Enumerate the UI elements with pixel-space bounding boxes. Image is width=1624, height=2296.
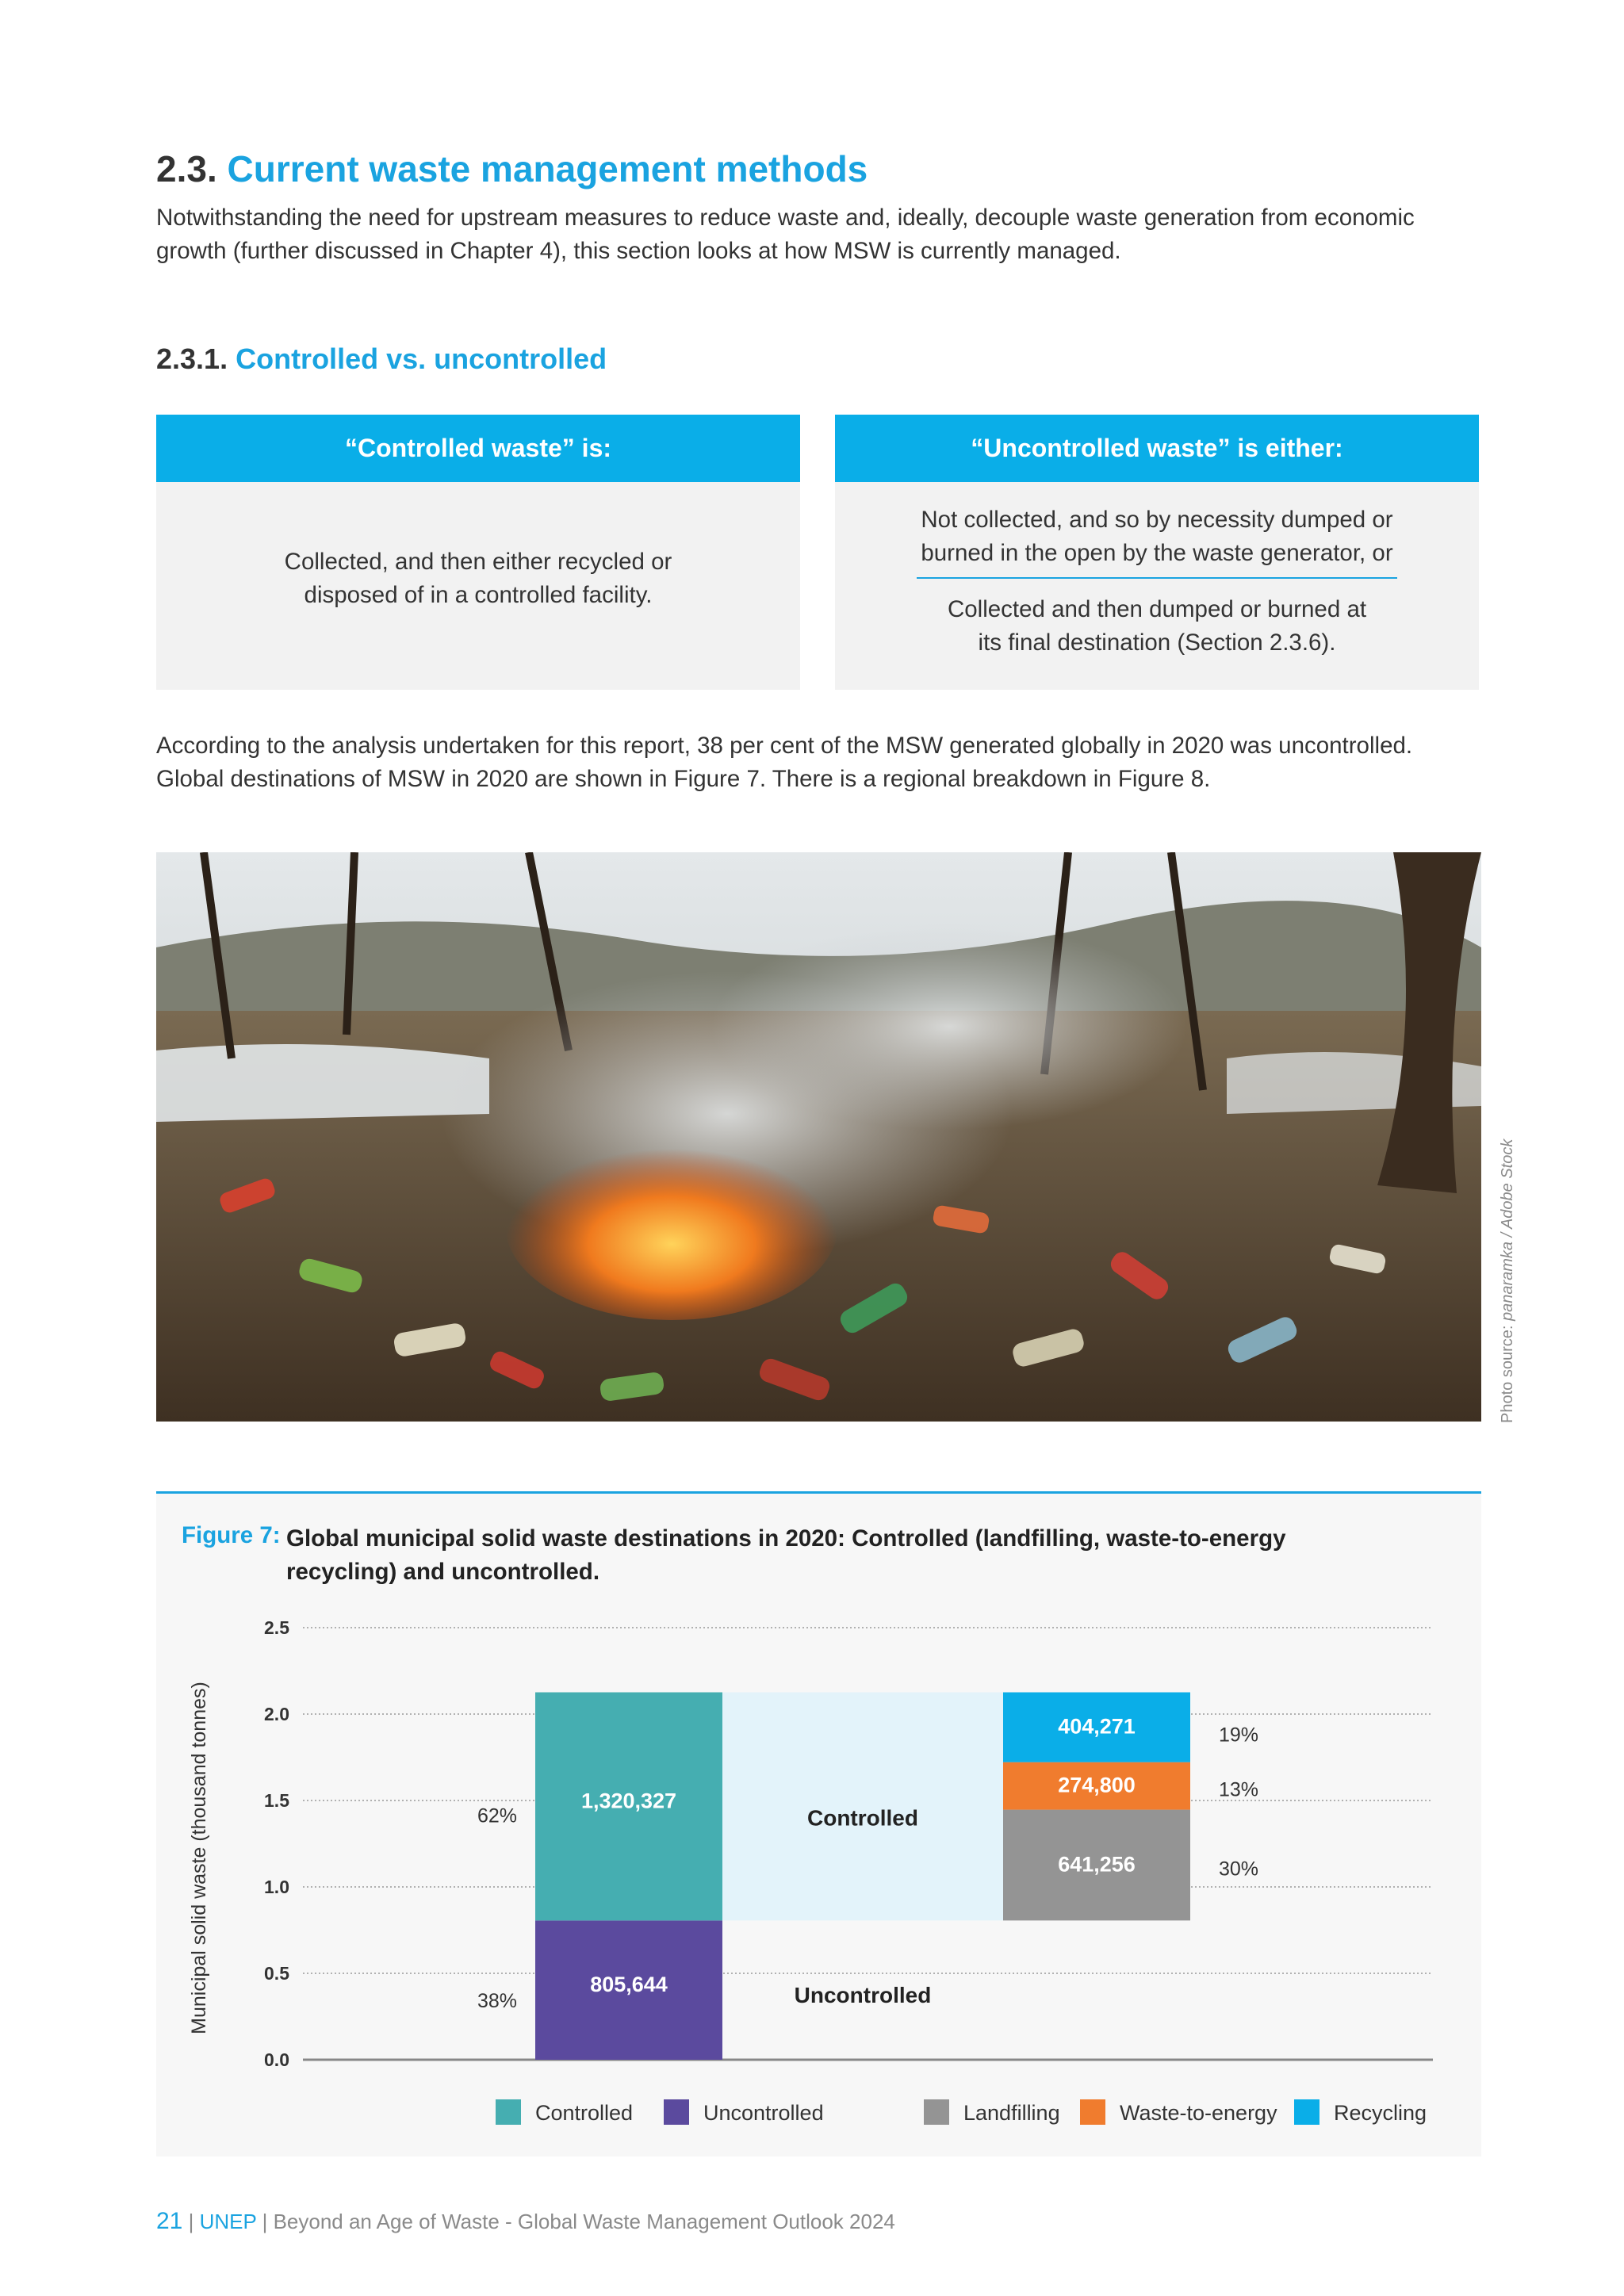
annotation-controlled: Controlled	[807, 1805, 918, 1831]
subsection-title: Controlled vs. uncontrolled	[236, 342, 607, 375]
footer-separator: |	[256, 2210, 274, 2233]
controlled-box-text	[156, 545, 800, 612]
y-tick-label: 1.0	[264, 1877, 289, 1897]
percent-label-landfilling: 30%	[1219, 1858, 1259, 1881]
y-tick-label: 0.0	[264, 2049, 289, 2070]
legend-label-waste-to-energy: Waste-to-energy	[1120, 2101, 1277, 2125]
y-axis-label: Municipal solid waste (thousand tonnes)	[188, 1682, 210, 2034]
y-tick-label: 0.5	[264, 1963, 289, 1984]
percent-label-uncontrolled: 38%	[477, 1990, 517, 2013]
figure-number: Figure 7:	[182, 1522, 281, 1548]
uncontrolled-option-2-text: Collected and then dumped or burned at its final destination (Section 2.3.6).	[947, 596, 1367, 656]
controlled-definition-box	[156, 415, 800, 690]
percent-label-waste-to-energy: 13%	[1219, 1778, 1259, 1801]
figure-title: Global municipal solid waste destinations in 2020: Controlled (landfilling, waste-to-energy recycling) and uncontrolled.	[286, 1525, 1286, 1585]
uncontrolled-definition-box	[835, 415, 1479, 690]
footer-separator: |	[182, 2210, 200, 2233]
annotation-uncontrolled: Uncontrolled	[794, 1983, 932, 2008]
uncontrolled-box-header: “Uncontrolled waste” is either:	[835, 415, 1479, 482]
footer-title: Beyond an Age of Waste - Global Waste Management Outlook 2024	[273, 2210, 895, 2233]
legend-label-controlled: Controlled	[535, 2101, 634, 2125]
photo-illustration	[156, 852, 1481, 1422]
data-label-waste-to-energy: 274,800	[1058, 1773, 1136, 1797]
data-label-uncontrolled: 805,644	[590, 1973, 668, 1997]
section-number: 2.3.	[156, 148, 217, 189]
data-label-landfilling: 641,256	[1058, 1852, 1136, 1877]
section-heading	[156, 147, 868, 190]
legend-swatch-recycling	[1294, 2099, 1320, 2125]
legend-swatch-controlled	[496, 2099, 521, 2125]
legend-swatch-landfilling	[924, 2099, 949, 2125]
percent-label-controlled: 62%	[477, 1804, 517, 1827]
uncontrolled-option-1-text: Not collected, and so by necessity dumped or burned in the open by the waste generator, or	[921, 507, 1393, 566]
y-tick-label: 2.5	[264, 1617, 289, 1638]
intro-paragraph: Notwithstanding the need for upstream measures to reduce waste and, ideally, decouple waste generation from economic growth (further discussed in Chapter 4), this section looks at how MSW is currently managed.	[156, 205, 1415, 264]
photo-credit	[1499, 1139, 1517, 1423]
page-number: 21	[156, 2208, 183, 2234]
photo-credit-name: panaramka / Adobe Stock	[1499, 1138, 1516, 1322]
legend-swatch-uncontrolled	[664, 2099, 689, 2125]
data-label-recycling: 404,271	[1058, 1714, 1136, 1739]
photo-credit-prefix: Photo source:	[1499, 1321, 1516, 1423]
percent-label-recycling: 19%	[1219, 1724, 1259, 1747]
section-title: Current waste management methods	[227, 148, 868, 189]
options-divider	[917, 577, 1397, 579]
waste-destinations-chart	[156, 1594, 1481, 2149]
controlled-box-header: “Controlled waste” is:	[156, 415, 800, 482]
uncontrolled-option-2	[835, 593, 1479, 660]
y-tick-label: 1.5	[264, 1790, 289, 1811]
subsection-heading	[156, 342, 607, 376]
legend-label-recycling: Recycling	[1334, 2101, 1427, 2125]
legend-label-uncontrolled: Uncontrolled	[703, 2101, 824, 2125]
y-tick-label: 2.0	[264, 1704, 289, 1724]
waste-burning-photo	[156, 852, 1481, 1422]
legend-swatch-waste-to-energy	[1080, 2099, 1105, 2125]
data-label-controlled: 1,320,327	[580, 1789, 677, 1813]
page-footer	[156, 2208, 895, 2235]
analysis-paragraph: According to the analysis undertaken for this report, 38 per cent of the MSW generated globally in 2020 was uncontrolled. Global destinations of MSW in 2020 are shown in Figure 7. There is a regional breakdown in Figure 8.	[156, 733, 1413, 792]
uncontrolled-option-1	[835, 503, 1479, 570]
controlled-definition-text: Collected, and then either recycled or disposed of in a controlled facility.	[284, 549, 672, 608]
subsection-number: 2.3.1.	[156, 342, 228, 375]
footer-org: UNEP	[199, 2210, 257, 2233]
legend-label-landfilling: Landfilling	[963, 2101, 1060, 2125]
